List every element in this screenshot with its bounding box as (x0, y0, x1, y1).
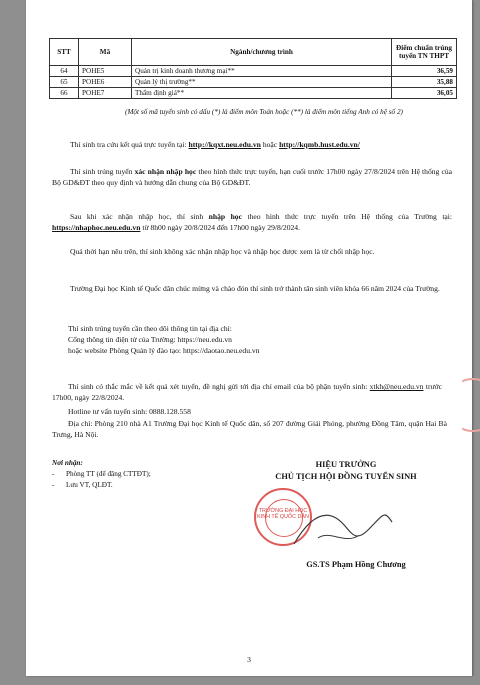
enroll-text-b: theo hình thức trực tuyến trên Hệ thống của Trường tại: (247, 212, 453, 221)
recipient-item: - Phòng TT (để đăng CTTĐT); (52, 470, 151, 478)
signer-title-2: CHỦ TỊCH HỘI ĐỒNG TUYỂN SINH (275, 472, 417, 481)
lookup-paragraph (52, 139, 452, 150)
signer-title-1: HIỆU TRƯỞNG (315, 460, 377, 469)
info-block (68, 323, 448, 357)
table-note: (Một số mã tuyển sinh có dấu (*) là điểm môn Toán hoặc (**) là điểm môn tiếng Anh có hệ số 2) (125, 108, 403, 116)
confirm-text-b: theo hình thức trực tuyến, hạn cuối trước 17h00 ngày 27/8/2024 trên Hệ thống của Bộ GD&ĐT theo quy định và hướng dẫn chung của Bộ GD&ĐT. (52, 167, 453, 188)
recipients-title: Nơi nhận: (52, 459, 83, 467)
seal-text: TRƯỜNG ĐẠI HỌC KINH TẾ QUỐC DÂN (257, 508, 309, 521)
enroll-bold: nhập học (208, 212, 242, 221)
confirm-text-a: Thí sinh trúng tuyển (70, 167, 133, 176)
cell-stt: 66 (50, 88, 79, 99)
address: Địa chỉ: Phòng 210 nhà A1 Trường Đại học Kinh tế Quốc dân, số 207 đường Giải Phóng, phường Đồng Tâm, quận Hai Bà Trưng, Hà Nội. (52, 419, 447, 440)
enroll-text-c: từ 8h00 ngày 20/8/2024 đến 17h00 ngày 29/8/2024. (142, 223, 300, 233)
enroll-link[interactable]: https://nhaphoc.neu.edu.vn (52, 223, 141, 233)
cell-stt: 64 (50, 66, 79, 77)
table-row (50, 88, 457, 99)
cell-diem: 36,05 (392, 88, 457, 99)
cell-nganh: Quản lý thị trường** (132, 77, 392, 88)
recipients-block (52, 458, 232, 491)
recipient-item-text: Lưu VT, QLĐT. (66, 481, 113, 489)
enroll-paragraph (52, 211, 452, 233)
header-diem: Điểm chuẩn trúng tuyển TN THPT (392, 39, 457, 66)
lookup-link-hust[interactable]: http://kqmb.hust.edu.vn/ (279, 140, 360, 149)
portal-link[interactable]: https://neu.edu.vn (177, 335, 232, 345)
portal-label: Cổng thông tin điện tử của Trường: (68, 335, 176, 345)
contact-email-link[interactable]: xtkh@neu.edu.vn (369, 382, 424, 391)
info-intro: Thí sinh trúng tuyển cần theo dõi thông tin tại địa chỉ: (68, 324, 232, 333)
hotline: Hotline tư vấn tuyển sinh: 0888.128.558 (68, 407, 191, 416)
cell-diem: 35,88 (392, 77, 457, 88)
lookup-link-neu[interactable]: http://kqxt.neu.edu.vn (188, 140, 261, 149)
contact-text-a: Thí sinh có thắc mắc về kết quả xét tuyển, đề nghị gửi tới địa chỉ email của bộ phận tuyển sinh: (68, 382, 368, 391)
enroll-text-a: Sau khi xác nhận nhập học, thí sinh (70, 212, 204, 221)
cell-ma: POHE5 (79, 66, 132, 77)
signer-name: GS.TS Phạm Hồng Chương (306, 560, 406, 569)
web-line (68, 345, 448, 356)
portal-line (68, 334, 448, 345)
web-link[interactable]: https://daotao.neu.edu.vn (182, 346, 260, 356)
document-page (26, 0, 472, 676)
header-nganh: Ngành/chương trình (132, 39, 392, 66)
cell-ma: POHE6 (79, 77, 132, 88)
signature-scribble (288, 500, 398, 560)
page-edge-seal (446, 378, 480, 432)
admission-score-table (49, 38, 457, 99)
recipient-item-text: Phòng TT (để đăng CTTĐT); (66, 470, 151, 478)
header-ma: Mã (79, 39, 132, 66)
recipient-item: - Lưu VT, QLĐT. (52, 481, 113, 489)
web-label: hoặc website Phòng Quản lý đào tạo: (68, 346, 182, 356)
lookup-text: Thí sinh tra cứu kết quả trực tuyến tại: (70, 140, 187, 149)
contact-text-b: trước 17h00, ngày 22/8/2024. (52, 382, 442, 403)
cell-stt: 65 (50, 77, 79, 88)
table-header-row (50, 39, 457, 66)
header-stt: STT (50, 39, 79, 66)
deadline-paragraph: Quá thời hạn nêu trên, thí sinh không xác nhận nhập học và nhập học được xem là từ chối nhập học. (70, 247, 375, 256)
confirm-bold: xác nhận nhập học (134, 167, 197, 176)
lookup-or: hoặc (262, 140, 278, 149)
table-row (50, 77, 457, 88)
cell-nganh: Quản trị kinh doanh thương mại** (132, 66, 392, 77)
confirm-paragraph (52, 166, 452, 188)
contact-paragraph (52, 381, 442, 403)
page-number: 3 (247, 655, 251, 664)
cell-diem: 36,59 (392, 66, 457, 77)
cell-nganh: Thẩm định giá** (132, 88, 392, 99)
cell-ma: POHE7 (79, 88, 132, 99)
welcome-paragraph: Trường Đại học Kinh tế Quốc dân chúc mừng và chào đón thí sinh trở thành tân sinh viên khóa 66 năm 2024 của Trường. (70, 284, 440, 293)
table-row (50, 66, 457, 77)
